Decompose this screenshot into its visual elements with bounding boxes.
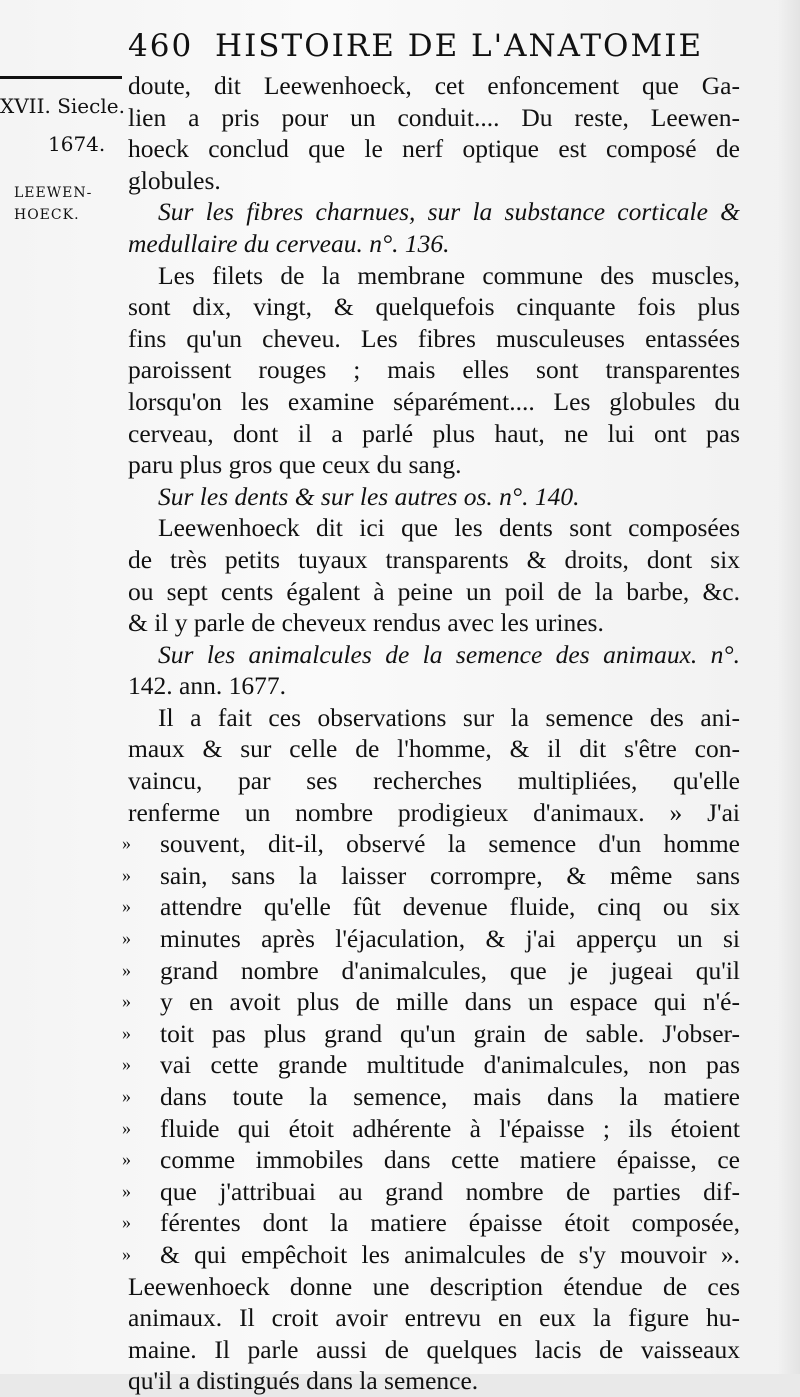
text-line: maine. Il parle aussi de quelques lacis de vaisseaux (128, 1334, 740, 1364)
text-line: doute, dit Leewenhoeck, cet enfoncement que Ga- (128, 71, 740, 100)
quoted-line (122, 1239, 740, 1271)
quoted-line (122, 1144, 740, 1176)
quoted-line (122, 986, 740, 1018)
page-number: 460 (128, 28, 194, 64)
quote-mark: » (122, 1054, 131, 1075)
quote-mark: » (122, 991, 131, 1012)
quote-mark: » (122, 1243, 131, 1264)
quote-mark: » (122, 1149, 131, 1170)
quote-mark: » (122, 833, 131, 854)
margin-year: 1674. (48, 132, 106, 156)
quote-mark: » (122, 928, 131, 949)
quoted-line (122, 1207, 740, 1239)
quoted-line (122, 828, 740, 860)
quoted-line (122, 1081, 740, 1113)
quote-mark: » (122, 1086, 131, 1106)
text-line: paru plus gros que ceux du sang. (128, 450, 462, 480)
quoted-text: sain, sans la laisser corrompre, & même sans (160, 860, 740, 890)
quoted-text: que j'attribuai au grand nombre de parties dif- (160, 1176, 740, 1206)
text-line: cerveau, dont il a parlé plus haut, ne lui ont pas (128, 418, 740, 448)
quote-mark: » (122, 1022, 131, 1043)
text-line: de très petits tuyaux transparents & droits, dont six (128, 544, 740, 574)
text-line: globules. (128, 165, 221, 195)
text-line: fins qu'un cheveu. Les fibres musculeuses entassées (128, 323, 740, 353)
text-line: paroissent rouges ; mais elles sont transparentes (128, 355, 740, 385)
quoted-line (122, 1049, 740, 1081)
quoted-text: férentes dont la matiere épaisse étoit composée, (160, 1208, 740, 1238)
section-heading: Sur les animalcules de la semence des animaux. n°. (158, 639, 740, 669)
text-line: Leewenhoeck donne une description étendue de ces (128, 1271, 740, 1301)
quoted-line (122, 955, 740, 987)
text-line: 142. ann. 1677. (128, 671, 286, 701)
text-line: lorsqu'on les examine séparément.... Les globules du (128, 386, 740, 416)
quoted-text: souvent, dit-il, observé la semence d'un homme (160, 829, 740, 859)
section-heading: medullaire du cerveau. n°. 136. (128, 228, 450, 258)
margin-century: XVII. Siecle. (0, 94, 125, 118)
quote-mark: » (122, 1180, 131, 1201)
quoted-text: minutes après l'éjaculation, & j'ai apperçu un si (160, 924, 740, 954)
quoted-text: comme immobiles dans cette matiere épaisse, ce (160, 1145, 740, 1175)
quote-mark: » (122, 864, 131, 885)
quoted-text: & qui empêchoit les animalcules de s'y mouvoir ». (160, 1239, 740, 1269)
margin-author-line1: LEEWEN- (14, 185, 93, 201)
text-line: Il a fait ces observations sur la semence des ani- (158, 702, 740, 732)
quoted-text: vai cette grande multitude d'animalcules, non pas (160, 1050, 740, 1080)
section-heading: Sur les fibres charnues, sur la substance corticale & (158, 197, 740, 227)
text-line: sont dix, vingt, & quelquefois cinquante fois plus (128, 292, 740, 322)
text-line: animaux. Il croit avoir entrevu en eux la figure hu- (128, 1303, 740, 1333)
quoted-text: grand nombre d'animalcules, que je jugeai qu'il (160, 955, 740, 985)
text-line: ou sept cents égalent à peine un poil de la barbe, &c. (128, 576, 740, 606)
text-line: lien a pris pour un conduit.... Du reste, Leewen- (128, 102, 740, 132)
quoted-text: fluide qui étoit adhérente à l'épaisse ; ils étoient (160, 1113, 740, 1143)
text-line: vaincu, par ses recherches multipliées, qu'elle (128, 766, 740, 796)
quoted-text: toit pas plus grand qu'un grain de sable. J'obser- (160, 1018, 740, 1048)
quote-mark: » (122, 1117, 131, 1138)
running-header (128, 28, 768, 64)
running-title: HISTOIRE DE L'ANATOMIE (215, 28, 704, 64)
text-line: qu'il a distingués dans la semence. (128, 1366, 479, 1396)
quote-mark: » (122, 896, 131, 917)
body-text (122, 70, 740, 1397)
quoted-text: y en avoit plus de mille dans un espace qui n'é- (160, 987, 740, 1017)
text-line: Leewenhoeck dit ici que les dents sont composées (158, 513, 740, 543)
text-line: maux & sur celle de l'homme, & il dit s'être con- (128, 734, 740, 764)
margin-rule (0, 76, 122, 79)
quote-mark: » (122, 959, 131, 980)
text-line: hoeck conclud que le nerf optique est composé de (128, 134, 740, 164)
quoted-line (122, 891, 740, 923)
text-line: Les filets de la membrane commune des muscles, (158, 260, 740, 290)
quote-mark: » (122, 1212, 131, 1233)
text-line: & il y parle de cheveux rendus avec les urines. (128, 608, 604, 638)
quoted-text: attendre qu'elle fût devenue fluide, cinq ou six (160, 892, 740, 922)
quoted-text: dans toute la semence, mais dans la matiere (160, 1082, 740, 1111)
section-heading: Sur les dents & sur les autres os. n°. 140. (158, 481, 580, 511)
quoted-line (122, 1018, 740, 1050)
quoted-line (122, 1176, 740, 1208)
text-line: renferme un nombre prodigieux d'animaux. » J'ai (128, 797, 740, 827)
quoted-line (122, 1113, 740, 1145)
page-edge-shadow (778, 0, 800, 1374)
margin-author-line2: HOECK. (14, 207, 80, 223)
quoted-line (122, 923, 740, 955)
quoted-line (122, 860, 740, 892)
margin-author (14, 182, 92, 226)
